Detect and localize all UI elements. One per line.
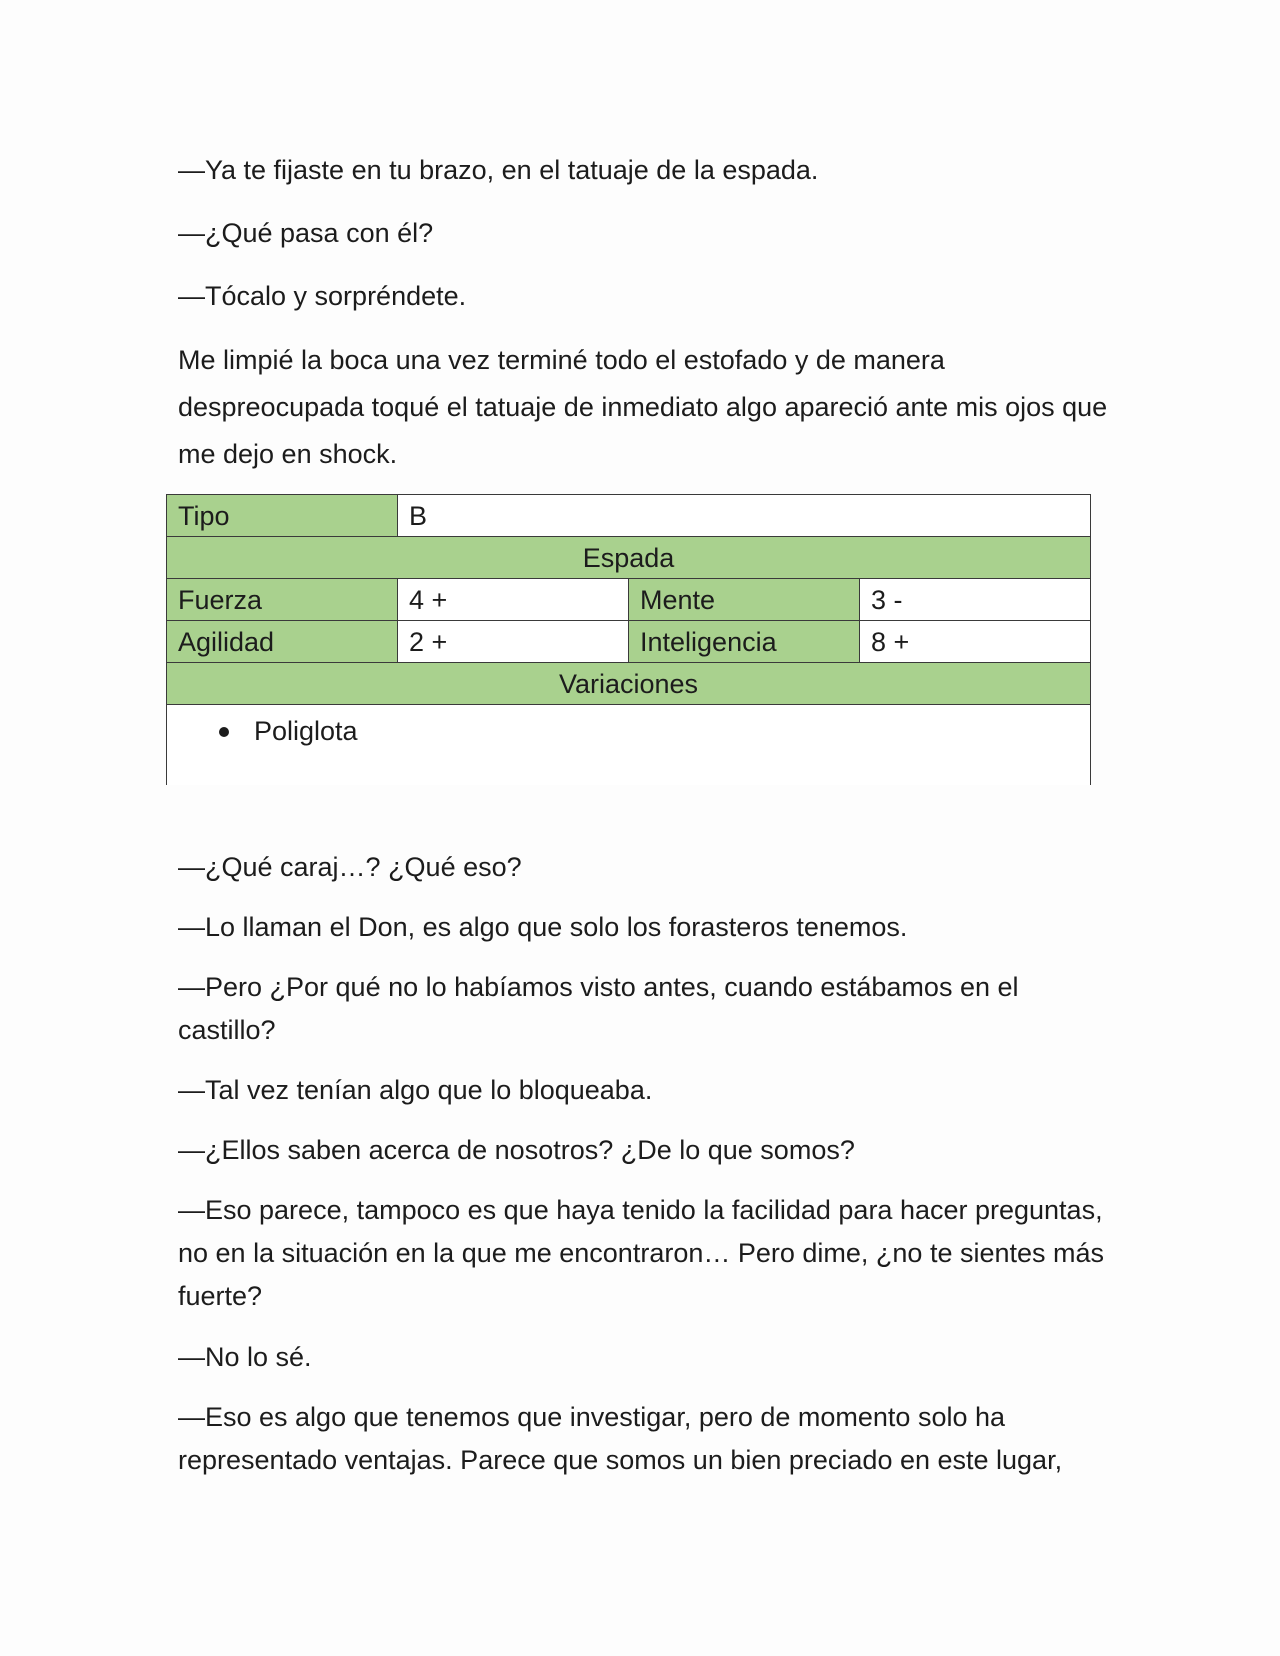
agilidad-label: Agilidad xyxy=(167,621,397,662)
bullet-icon xyxy=(219,727,229,737)
variaciones-list xyxy=(167,705,1090,785)
weapon-header: Espada xyxy=(167,537,1090,578)
tipo-label: Tipo xyxy=(167,495,397,536)
table-row-tipo xyxy=(167,495,1090,537)
paragraph: —Eso es algo que tenemos que investigar, pero de momento solo ha representado ventajas. Parece que somos un bien preciado en este lugar, xyxy=(178,1402,1063,1475)
paragraph: Me limpié la boca una vez terminé todo el estofado y de manera despreocupada toqué el tatuaje de inmediato algo apareció ante mis ojos que me dejo en shock. xyxy=(178,345,1108,469)
mente-label: Mente xyxy=(628,579,859,620)
paragraph: —Tócalo y sorpréndete. xyxy=(178,281,467,311)
paragraph: —Tal vez tenían algo que lo bloqueaba. xyxy=(178,1075,653,1105)
paragraph: —Eso parece, tampoco es que haya tenido la facilidad para hacer preguntas, no en la situación en la que me encontraron… Pero dime, ¿no te sientes más fuerte? xyxy=(178,1195,1105,1311)
table-row-fuerza-mente xyxy=(167,579,1090,621)
paragraph: —¿Qué caraj…? ¿Qué eso? xyxy=(178,852,522,882)
inteligencia-label: Inteligencia xyxy=(628,621,859,662)
table-row-agilidad-inteligencia xyxy=(167,621,1090,663)
fuerza-label: Fuerza xyxy=(167,579,397,620)
fuerza-value: 4 + xyxy=(397,579,628,620)
paragraph: —No lo sé. xyxy=(178,1342,312,1372)
mente-value: 3 - xyxy=(859,579,1090,620)
table-row-weapon xyxy=(167,537,1090,579)
stats-table xyxy=(166,494,1091,785)
paragraph: —¿Ellos saben acerca de nosotros? ¿De lo que somos? xyxy=(178,1135,855,1165)
paragraph: —Pero ¿Por qué no lo habíamos visto antes, cuando estábamos en el castillo? xyxy=(178,972,1019,1045)
paragraph: —¿Qué pasa con él? xyxy=(178,218,434,248)
table-row-variaciones-header xyxy=(167,663,1090,705)
agilidad-value: 2 + xyxy=(397,621,628,662)
paragraph: —Lo llaman el Don, es algo que solo los forasteros tenemos. xyxy=(178,912,908,942)
variacion-item: Poliglota xyxy=(254,716,358,746)
variaciones-header: Variaciones xyxy=(167,663,1090,704)
inteligencia-value: 8 + xyxy=(859,621,1090,662)
tipo-value: B xyxy=(397,495,1090,536)
paragraph: —Ya te fijaste en tu brazo, en el tatuaje de la espada. xyxy=(178,155,819,185)
